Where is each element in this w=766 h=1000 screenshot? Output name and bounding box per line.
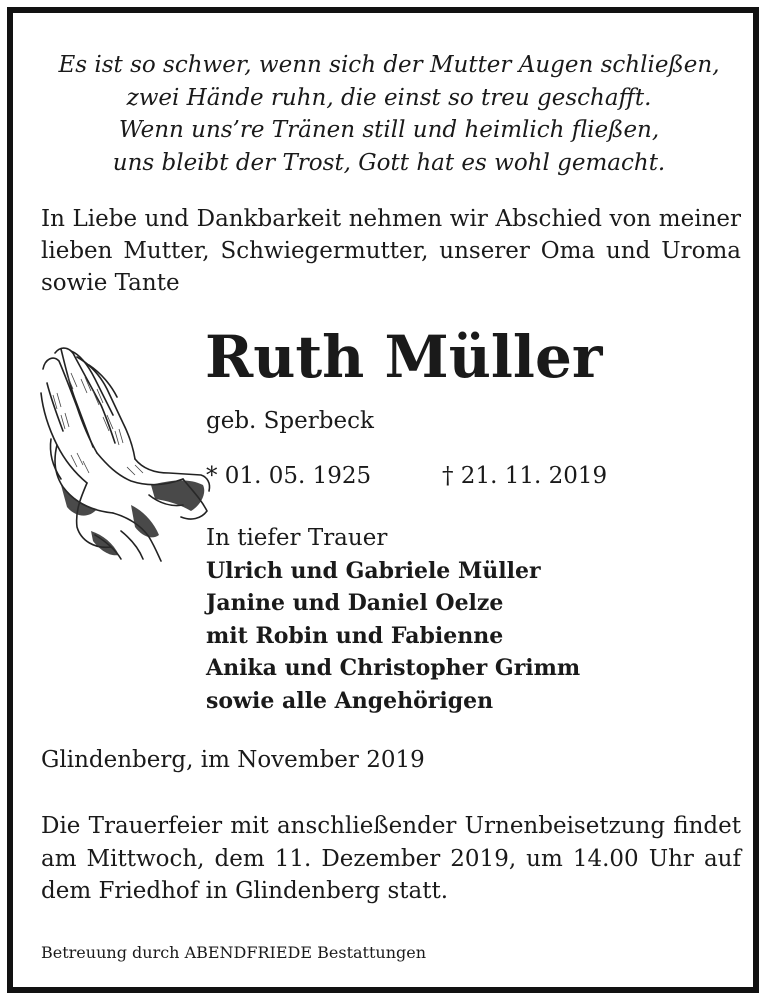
poem	[13, 49, 765, 179]
poem-line: Es ist so schwer, wenn sich der Mutter Augen schließen,	[58, 52, 720, 78]
poem-line: uns bleibt der Trost, Gott hat es wohl gemacht.	[112, 149, 666, 176]
mourners-heading: In tiefer Trauer	[206, 525, 388, 551]
service-line: am Mittwoch, dem 11. Dezember 2019, um 14.00 Uhr auf	[41, 845, 741, 872]
place-date: Glindenberg, im November 2019	[41, 747, 425, 773]
mourner-name: Anika und Christopher Grimm	[206, 655, 581, 681]
birth-date: * 01. 05. 1925	[206, 463, 372, 489]
service-info	[41, 810, 741, 908]
maiden-name: geb. Sperbeck	[206, 408, 374, 434]
service-line: Die Trauerfeier mit anschließender Urnenbeisetzung findet	[41, 813, 741, 839]
mourner-name: sowie alle Angehörigen	[206, 687, 494, 714]
mourner-name: Janine und Daniel Oelze	[206, 590, 504, 616]
intro-line: In Liebe und Dankbarkeit nehmen wir Abschied von meiner	[41, 206, 741, 232]
deceased-name: Ruth Müller	[205, 323, 603, 391]
service-line: dem Friedhof in Glindenberg statt.	[41, 878, 449, 904]
mourner-name: Ulrich und Gabriele Müller	[206, 557, 541, 584]
life-dates	[206, 460, 626, 492]
intro-line: sowie Tante	[41, 270, 180, 296]
poem-line: Wenn uns’re Tränen still und heimlich fließen,	[118, 117, 660, 143]
intro-line: lieben Mutter, Schwiegermutter, unserer Oma und Uroma	[41, 238, 741, 264]
intro-text	[41, 203, 741, 299]
mourners-block	[206, 522, 580, 717]
undertaker-credit: Betreuung durch ABENDFRIEDE Bestattungen	[41, 943, 427, 962]
praying-hands-icon	[31, 335, 213, 563]
mourner-name: mit Robin und Fabienne	[206, 622, 504, 649]
death-date: † 21. 11. 2019	[442, 463, 608, 489]
poem-line: zwei Hände ruhn, die einst so treu geschafft.	[126, 84, 652, 111]
obituary-frame	[7, 7, 759, 993]
